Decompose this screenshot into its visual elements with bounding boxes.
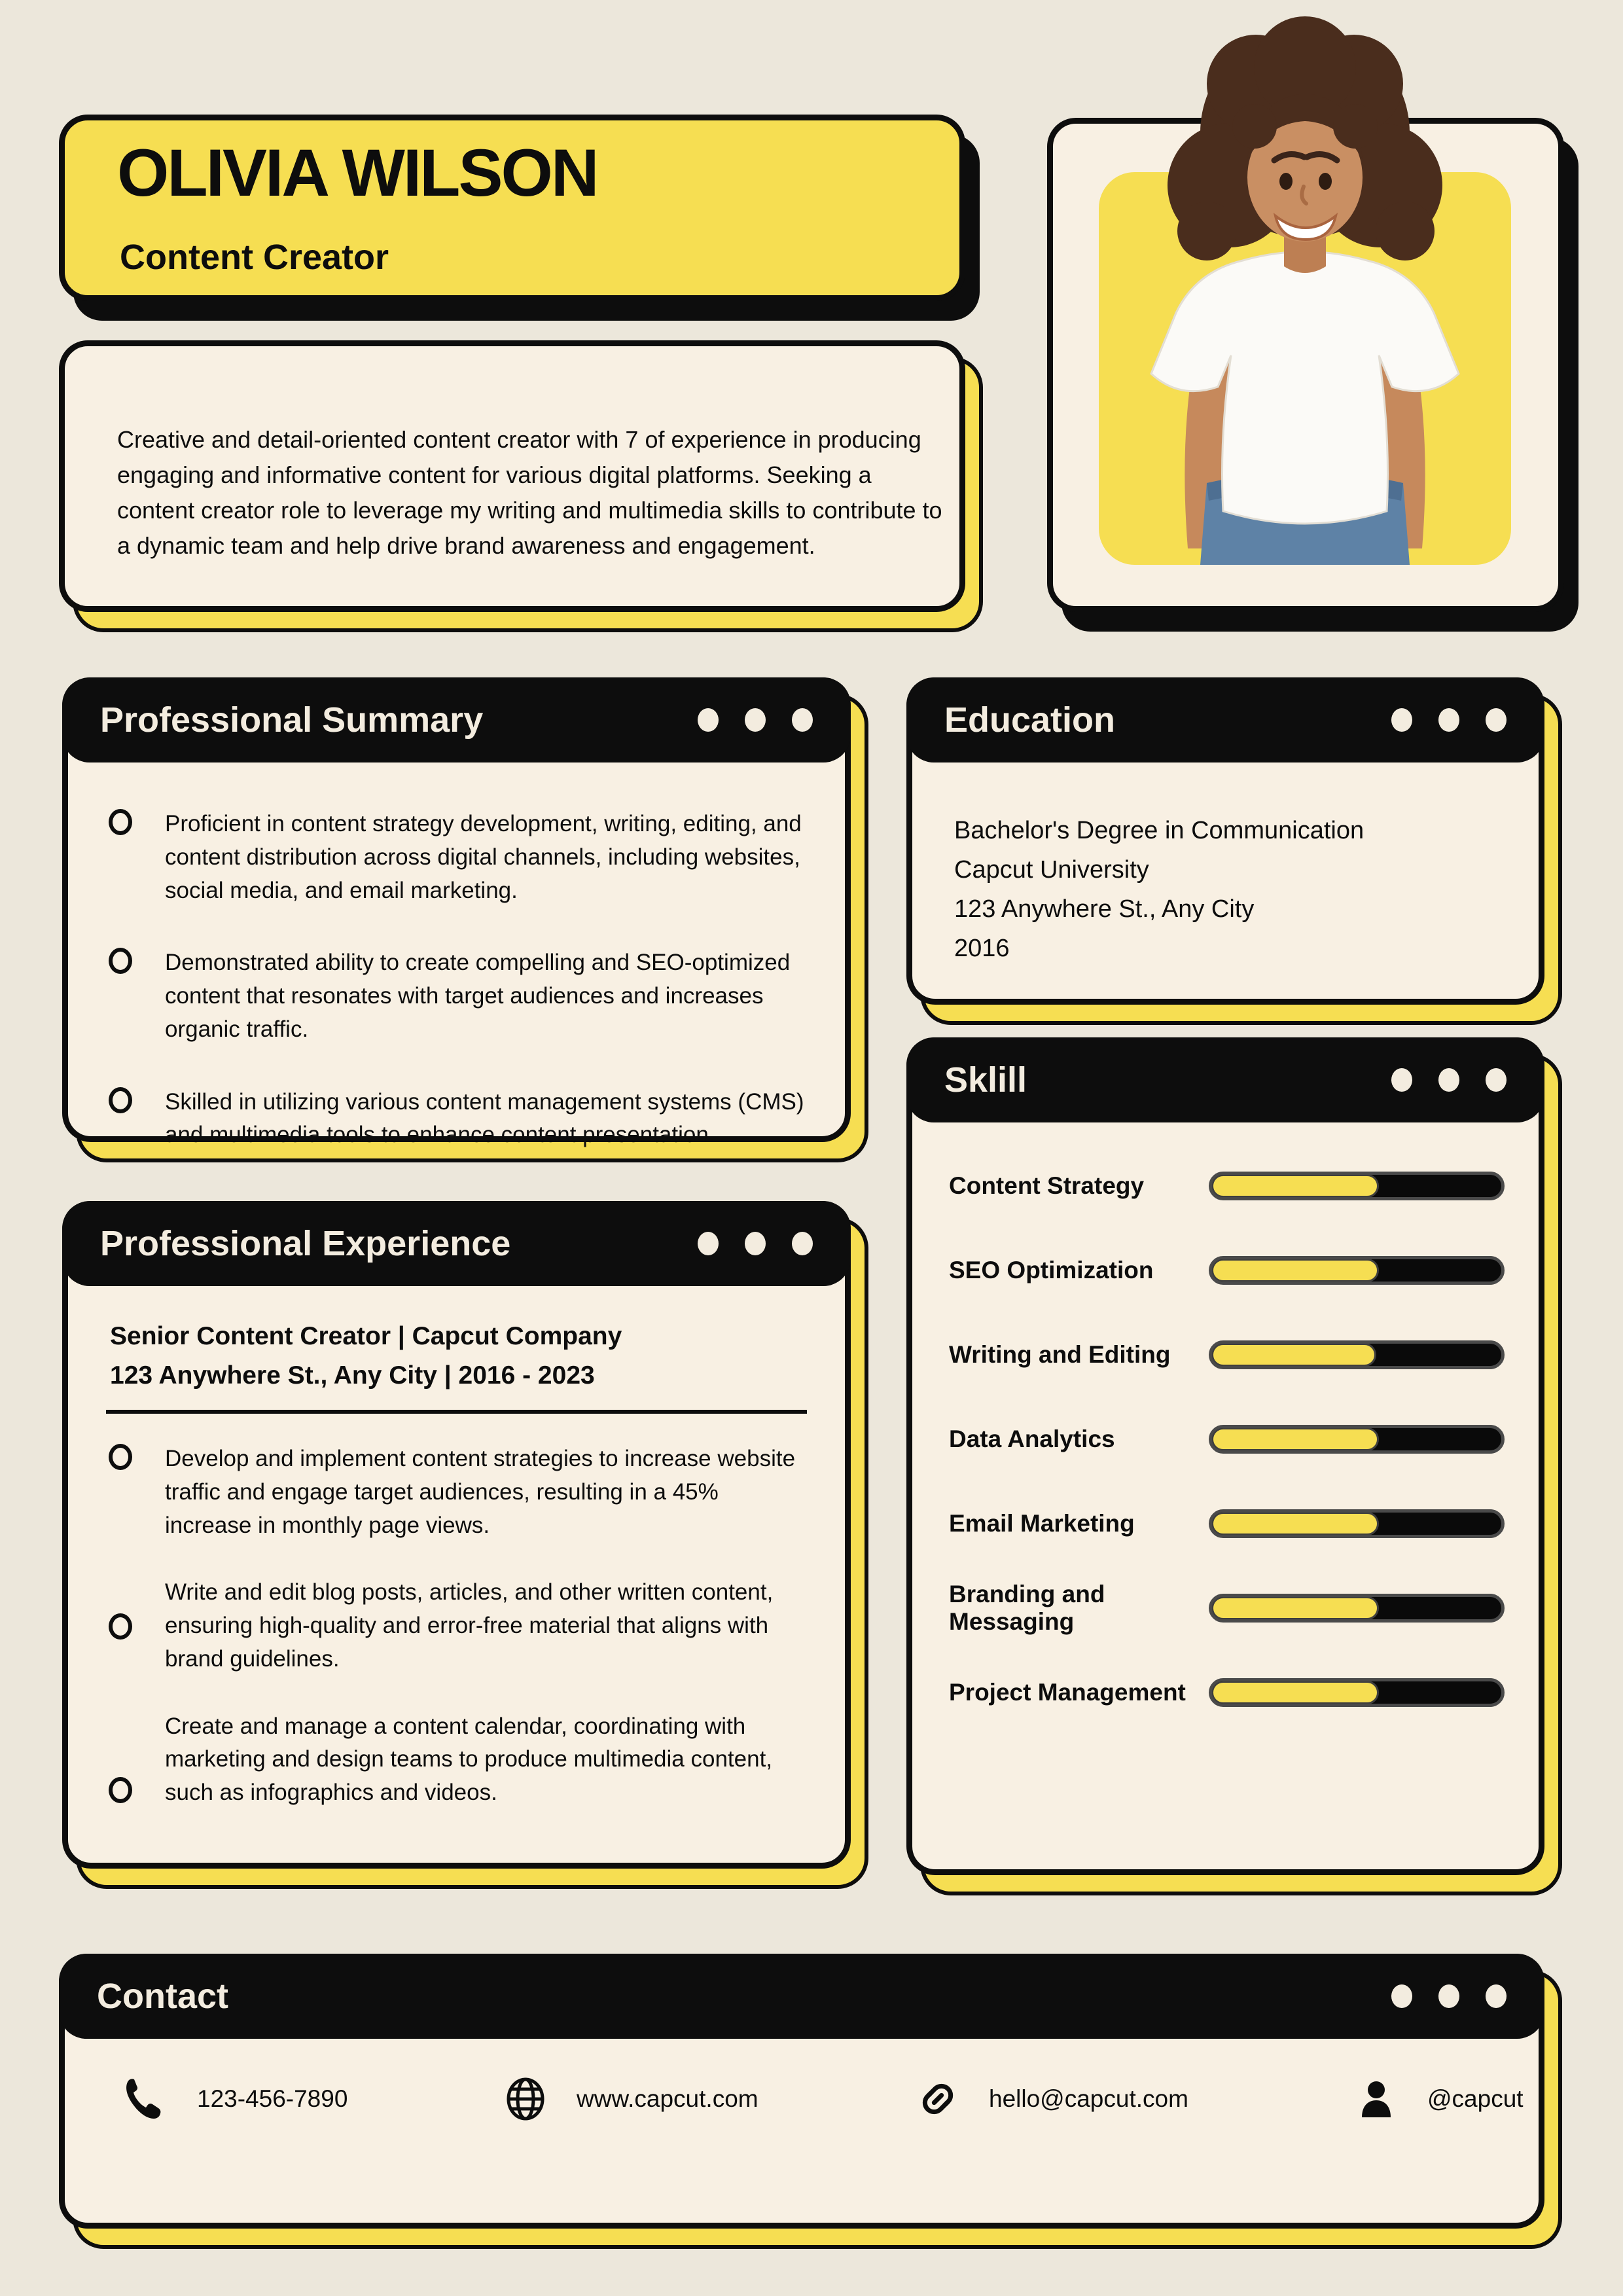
bullet-circle-icon: [109, 1444, 132, 1470]
experience-header: [62, 1201, 851, 1286]
skill-label: Content Strategy: [949, 1172, 1145, 1199]
social-handle: @capcut: [1427, 2085, 1524, 2112]
skill-label: Email Marketing: [949, 1510, 1135, 1537]
window-dot: [792, 708, 813, 732]
skill-progress-fill: [1211, 1681, 1379, 1704]
skill-progress-fill: [1211, 1343, 1376, 1367]
window-dots: [698, 708, 813, 732]
experience-title: Professional Experience: [100, 1224, 511, 1263]
email-address: hello@capcut.com: [989, 2085, 1188, 2112]
list-item: [109, 1576, 811, 1676]
link-icon: [914, 2075, 961, 2123]
education-card: [906, 677, 1544, 1005]
education-details: [954, 811, 1364, 968]
bullet-text: Demonstrated ability to create compelling and SEO-optimized content that resonates with target audiences and increases organic traffic.: [165, 950, 791, 1042]
window-dots: [1391, 1068, 1507, 1092]
skill-row: [949, 1581, 1505, 1635]
list-item: [109, 808, 811, 907]
list-item: [109, 946, 811, 1046]
bullet-circle-icon: [109, 948, 132, 974]
list-item: [109, 1710, 811, 1810]
summary-title: Professional Summary: [100, 700, 484, 740]
skill-progress-fill: [1211, 1512, 1379, 1535]
job-title: Content Creator: [120, 238, 389, 277]
skills-header: [906, 1037, 1544, 1122]
skill-row: [949, 1509, 1505, 1538]
skill-progress-bar: [1209, 1425, 1505, 1454]
divider: [106, 1410, 807, 1414]
portrait-photo: [1099, 35, 1511, 565]
globe-icon: [502, 2075, 549, 2123]
skill-label: Branding and Messaging: [949, 1581, 1105, 1635]
experience-bullets: [109, 1443, 811, 1810]
skill-progress-bar: [1209, 1340, 1505, 1369]
skill-progress-fill: [1211, 1174, 1379, 1198]
experience-role-line: Senior Content Creator | Capcut Company: [110, 1322, 622, 1350]
bullet-circle-icon: [109, 1087, 132, 1113]
window-dot: [1391, 708, 1412, 732]
skill-progress-fill: [1211, 1596, 1379, 1620]
list-item: [109, 1443, 811, 1542]
education-title: Education: [944, 700, 1116, 740]
window-dots: [1391, 708, 1507, 732]
skill-row: [949, 1256, 1505, 1285]
page-title: OLIVIA WILSON: [117, 135, 597, 210]
about-text: Creative and detail-oriented content creator with 7 of experience in producing engaging and informative content for various digital platforms. Seeking a content creator role to leverage my writing and multimedia skills to contribute to a dynamic team and help drive brand awareness and engagement.: [117, 426, 942, 559]
school-line: Capcut University: [954, 856, 1149, 884]
skill-row: [949, 1678, 1505, 1707]
experience-card: [62, 1201, 851, 1869]
skill-progress-fill: [1211, 1259, 1379, 1282]
skill-row: [949, 1425, 1505, 1454]
window-dot: [1486, 1068, 1507, 1092]
window-dots: [698, 1232, 813, 1255]
contact-title: Contact: [97, 1977, 228, 2016]
contact-item-website: [502, 2070, 758, 2128]
skills-title: Sklill: [944, 1060, 1027, 1100]
window-dot: [1438, 1068, 1459, 1092]
header-card: [59, 115, 965, 301]
bullet-circle-icon: [109, 1613, 132, 1640]
summary-bullets: [109, 808, 811, 1152]
skill-progress-bar: [1209, 1172, 1505, 1200]
window-dot: [745, 708, 766, 732]
photo-card: [1047, 118, 1564, 612]
address-line: 123 Anywhere St., Any City: [954, 895, 1255, 924]
summary-card: [62, 677, 851, 1148]
contact-header: [59, 1954, 1544, 2039]
user-icon: [1353, 2075, 1400, 2123]
skill-progress-bar: [1209, 1678, 1505, 1707]
year-line: 2016: [954, 935, 1010, 963]
bullet-circle-icon: [109, 809, 132, 835]
experience-role-block: [110, 1317, 622, 1396]
contact-card: [59, 1954, 1544, 2229]
list-item: [109, 1086, 811, 1153]
window-dot: [745, 1232, 766, 1255]
window-dot: [698, 1232, 719, 1255]
window-dot: [1486, 1984, 1507, 2008]
experience-meta-line: 123 Anywhere St., Any City | 2016 - 2023: [110, 1361, 595, 1390]
skill-progress-bar: [1209, 1256, 1505, 1285]
window-dot: [698, 708, 719, 732]
contact-item-phone: [122, 2070, 348, 2128]
skill-progress-bar: [1209, 1594, 1505, 1623]
bullet-text: Develop and implement content strategies to increase website traffic and engage target audiences, resulting in a 45% increase in monthly page views.: [165, 1446, 796, 1538]
window-dot: [1438, 708, 1459, 732]
education-header: [906, 677, 1544, 762]
bullet-text: Write and edit blog posts, articles, and other written content, ensuring high-quality and error-free material that aligns with brand guidelines.: [165, 1579, 774, 1672]
contact-item-social: [1353, 2070, 1524, 2128]
about-card: [59, 340, 965, 612]
window-dot: [792, 1232, 813, 1255]
degree-line: Bachelor's Degree in Communication: [954, 817, 1364, 844]
phone-number: 123-456-7890: [197, 2085, 348, 2112]
phone-icon: [122, 2075, 169, 2123]
summary-header: [62, 677, 851, 762]
bullet-circle-icon: [109, 1777, 132, 1803]
skills-list: [949, 1172, 1505, 1707]
skill-label: Writing and Editing: [949, 1341, 1171, 1368]
bullet-text: Proficient in content strategy development, writing, editing, and content distribution across digital channels, including websites, social media, and email marketing.: [165, 811, 802, 903]
contact-item-email: [914, 2070, 1188, 2128]
skill-progress-fill: [1211, 1427, 1379, 1451]
window-dot: [1486, 708, 1507, 732]
skills-card: [906, 1037, 1544, 1875]
bullet-text: Skilled in utilizing various content management systems (CMS) and multimedia tools to enhance content presentation.: [165, 1088, 804, 1148]
window-dots: [1391, 1984, 1507, 2008]
window-dot: [1391, 1984, 1412, 2008]
window-dot: [1438, 1984, 1459, 2008]
website-url: www.capcut.com: [577, 2085, 758, 2112]
photo-frame: [1099, 172, 1511, 565]
skill-row: [949, 1172, 1505, 1200]
skill-label: Data Analytics: [949, 1426, 1115, 1452]
skill-row: [949, 1340, 1505, 1369]
bullet-text: Create and manage a content calendar, coordinating with marketing and design teams to produce multimedia content, such as infographics and videos.: [165, 1713, 773, 1805]
window-dot: [1391, 1068, 1412, 1092]
skill-label: SEO Optimization: [949, 1257, 1154, 1283]
skill-progress-bar: [1209, 1509, 1505, 1538]
skill-label: Project Management: [949, 1679, 1186, 1706]
